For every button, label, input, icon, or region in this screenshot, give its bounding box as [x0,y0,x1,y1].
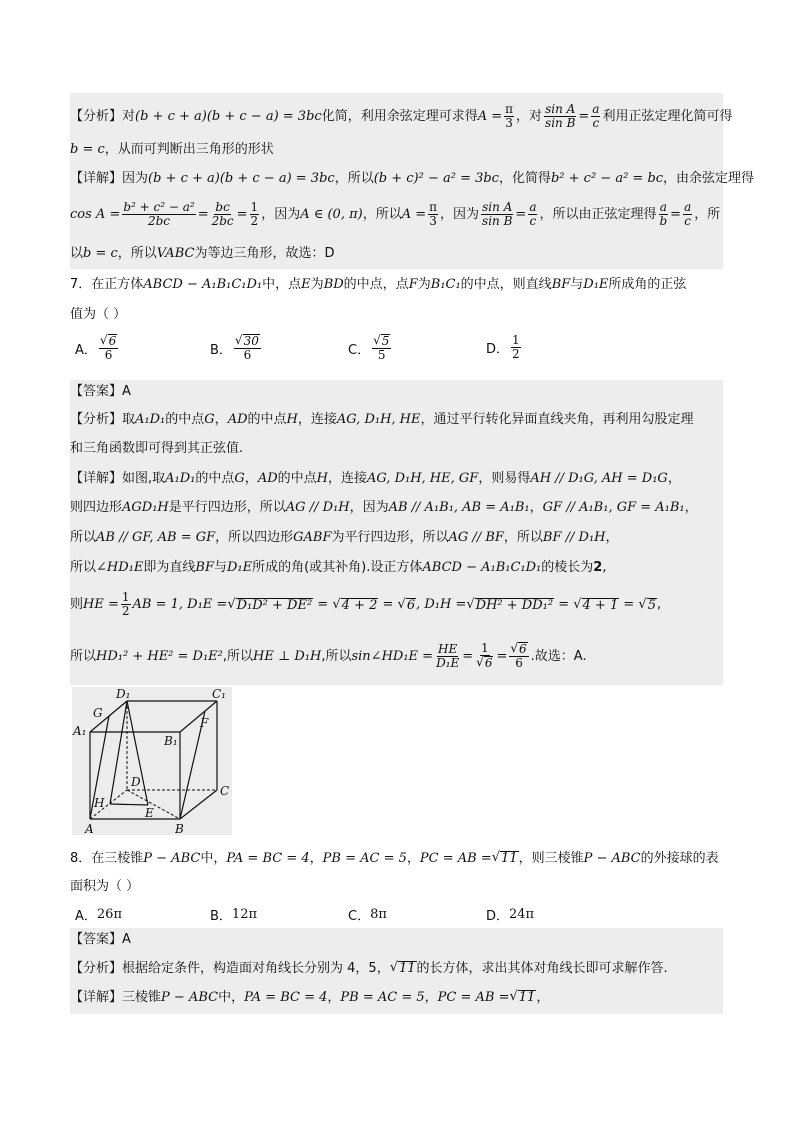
question-7 [70,272,723,372]
answer-value: A [122,932,131,947]
q7-detail-line3: 所以 AB // GF, AB = GF ，所以四边形 GABF 为平行四边形，所以 AG // BF ，所以 BF // D₁H ， [70,530,619,545]
q6-detail-line3 [70,247,334,260]
q8-stem-line2: 面积为（ ） [70,879,140,894]
text: 利用正弦定理化简可得 [602,109,733,125]
text: ，所以 [117,246,157,261]
tag-answer: 【答案】 [70,932,123,947]
text: ，所 [694,207,721,223]
text: 中，点 [262,277,302,292]
label-b1: B₁ [164,734,178,748]
label-c1: C₁ [212,687,226,701]
fraction-sin: $\frac{\text{sin A}}{\text{sin B}}$ [482,200,513,229]
math: b² + c² − a² = bc [550,171,664,186]
q7-detail-line4: 所以 ∠HD₁E 即为直线 BF 与 D₁E 所成的角(或其补角).设正方体 ABCD − A₁B₁C₁D₁ 的棱长为 2 , [70,560,607,575]
tag-answer: 【答案】 [70,384,123,399]
fraction-half: $\frac{1}{2}$ [250,200,259,229]
tag-analysis: 【分析】 [70,960,123,976]
fraction-sin: $\frac{\text{sin A}}{\text{sin B}}$ [545,102,576,131]
q7-detail-line6: 所以 HD₁² + HE² = D₁E² ,所以 HE ⊥ D₁H ,所以 sin∠HD₁E = $\frac{HE}{\text{D₁E}}$ = 1 √ 6 = √ 6 6 .故选：A. [70,641,587,671]
text: 的中点，则直线 [460,277,552,292]
fraction-bc: $\frac{bc}{2bc}$ [211,200,234,229]
q8-answer [70,933,131,946]
tag-detail: 【详解】 [70,989,123,1005]
math: A ∈ (0, π) [300,207,363,223]
cube-diagram [72,687,232,835]
text: 对 [122,109,136,125]
q8-detail: 【详解】 三棱锥 P − ABC 中， PA = BC = 4 ， PB = AC = 5 ， PC = AB = √ 11 ， [70,989,550,1005]
q7-stem-line1 [70,278,686,291]
choice-d[interactable]: D． 24π [486,907,535,924]
choice-b[interactable]: B． 12π [210,907,258,924]
math: VABC [156,246,195,261]
solution-block-q8 [70,928,723,1014]
math: cos A = [70,207,121,223]
solution-block-q7 [70,380,723,685]
q7-stem-line2: 值为（ ） [70,307,127,322]
math: (b + c)² − a² = 3bc [373,171,499,186]
text: 的中点，点 [343,277,409,292]
fraction-pi-3: $\frac{\pi}{3}$ [429,200,438,229]
q7-analysis-line1: 【分析】 取 A₁D₁ 的中点 G ， AD 的中点 H ，连接 AG, D₁H, HE ，通过平行转化异面直线夹角，再利用勾股定理 [70,412,694,427]
label-b: B [175,822,184,835]
choice-c[interactable]: C． √ 5 5 [348,333,390,363]
fraction-a-c: $\frac{a}{c}$ [684,200,692,229]
math: = [236,207,248,223]
fraction-a-b: $\frac{a}{b}$ [659,200,668,229]
choice-a[interactable]: A． 26π [75,907,122,924]
math: E [301,277,311,292]
tag-analysis: 【分析】 [70,109,123,125]
label-a1: A₁ [73,724,87,738]
math: = [578,109,590,125]
text: 7．在正方体 [70,277,144,292]
choice-c[interactable]: C． 8π [348,907,387,924]
tag-analysis: 【分析】 [70,412,123,427]
label-h: H [94,796,105,810]
q7-detail-line1: 【详解】 如图,取 A₁D₁ 的中点 G ， AD 的中点 H ，连接 AG, D₁H, HE, GF ，则易得 AH // D₁G, AH = D₁G ， [70,471,681,486]
math: = [515,207,527,223]
math: = [670,207,682,223]
label-d1: D₁ [116,687,131,701]
text: 以 [70,246,84,261]
text: 与 [570,277,584,292]
math: ABCD − A₁B₁C₁D₁ [143,277,263,292]
label-g: G [93,706,103,720]
math: b = c [70,142,105,157]
math: A = [401,207,427,223]
math: (b + c + a)(b + c − a) = 3bc [135,109,322,125]
tag-detail: 【详解】 [70,471,123,486]
answer-value: A [122,384,131,399]
q8-stem-line1: 8．在三棱锥 P − ABC 中， PA = BC = 4 ， PB = AC = 5 ， PC = AB = √ 11 ，则三棱锥 P − ABC 的外接球的表 [70,850,719,866]
math: BD [323,277,344,292]
text: ，从而可判断出三角形的形状 [104,142,274,157]
choice-a[interactable]: A． √ 6 6 [75,333,117,363]
fraction-cos: $\frac{\text{b² + c² − a²}}{2bc}$ [123,200,195,229]
math: b = c [83,246,118,261]
text: 所成角的正弦 [608,277,687,292]
choice-b[interactable]: B． √ 30 6 [210,333,259,363]
text: ，化简得 [498,171,551,186]
math: F [408,277,418,292]
q7-detail-line5: 则 HE = $\frac{1}{2}$ AB = 1, D₁E = √ D₁D² + DE² = √ 4 + 2 = √ 6 , D₁H = √ DH² + DD₁² = √ 4 + 1 = √ 5 , [70,590,662,619]
math: B₁C₁ [430,277,461,292]
q6-detail-line1 [70,172,754,185]
q7-answer [70,385,131,398]
label-a: A [85,822,94,835]
label-c: C [220,784,230,798]
math: = [197,207,209,223]
choice-d[interactable]: D． $\frac{1}{2}$ [486,333,520,362]
q6-detail-line2 [70,201,720,228]
fraction-pi-3: $\frac{\pi}{3}$ [505,102,514,131]
q6-analysis-line1 [70,103,732,130]
text: 为等边三角形，故选：D [194,246,335,261]
label-e: E [145,806,154,820]
label-d: D [131,775,141,789]
math: BF [551,277,571,292]
text: ，所以 [362,207,402,223]
math: D₁E [583,277,609,292]
q7-analysis-line2: 和三角函数即可得到其正弦值. [70,441,244,456]
fraction-a-c: $\frac{a}{c}$ [529,200,537,229]
text: 为 [310,277,324,292]
tag-detail: 【详解】 [70,171,123,186]
text: 为 [417,277,431,292]
text: 化简，利用余弦定理可求得 [321,109,478,125]
q6-analysis-line2 [70,143,274,156]
cube-figure [72,687,232,835]
q7-detail-line2: 则四边形 AGD₁H 是平行四边形，所以 AG // D₁H ，因为 AB // A₁B₁, AB = A₁B₁ ， GF // A₁B₁, GF = A₁B₁ ， [70,500,698,515]
text: ，因为 [440,207,480,223]
label-f: F [200,716,209,730]
math: (b + c + a)(b + c − a) = 3bc [148,171,335,186]
q8-analysis: 【分析】 根据给定条件，构造面对角线长分别为 4，5， √ 11 的长方体，求出其体对角线长即可求解作答. [70,960,668,976]
math: A = [477,109,503,125]
fraction-a-c: $\frac{a}{c}$ [592,102,600,131]
text: ，所以由正弦定理得 [539,207,657,223]
analysis-block-q6 [70,93,755,269]
text: ，因为 [261,207,301,223]
text: ，对 [516,109,543,125]
text: ，由余弦定理得 [663,171,755,186]
text: 因为 [122,171,149,186]
text: ，所以 [334,171,374,186]
question-8 [70,845,723,925]
